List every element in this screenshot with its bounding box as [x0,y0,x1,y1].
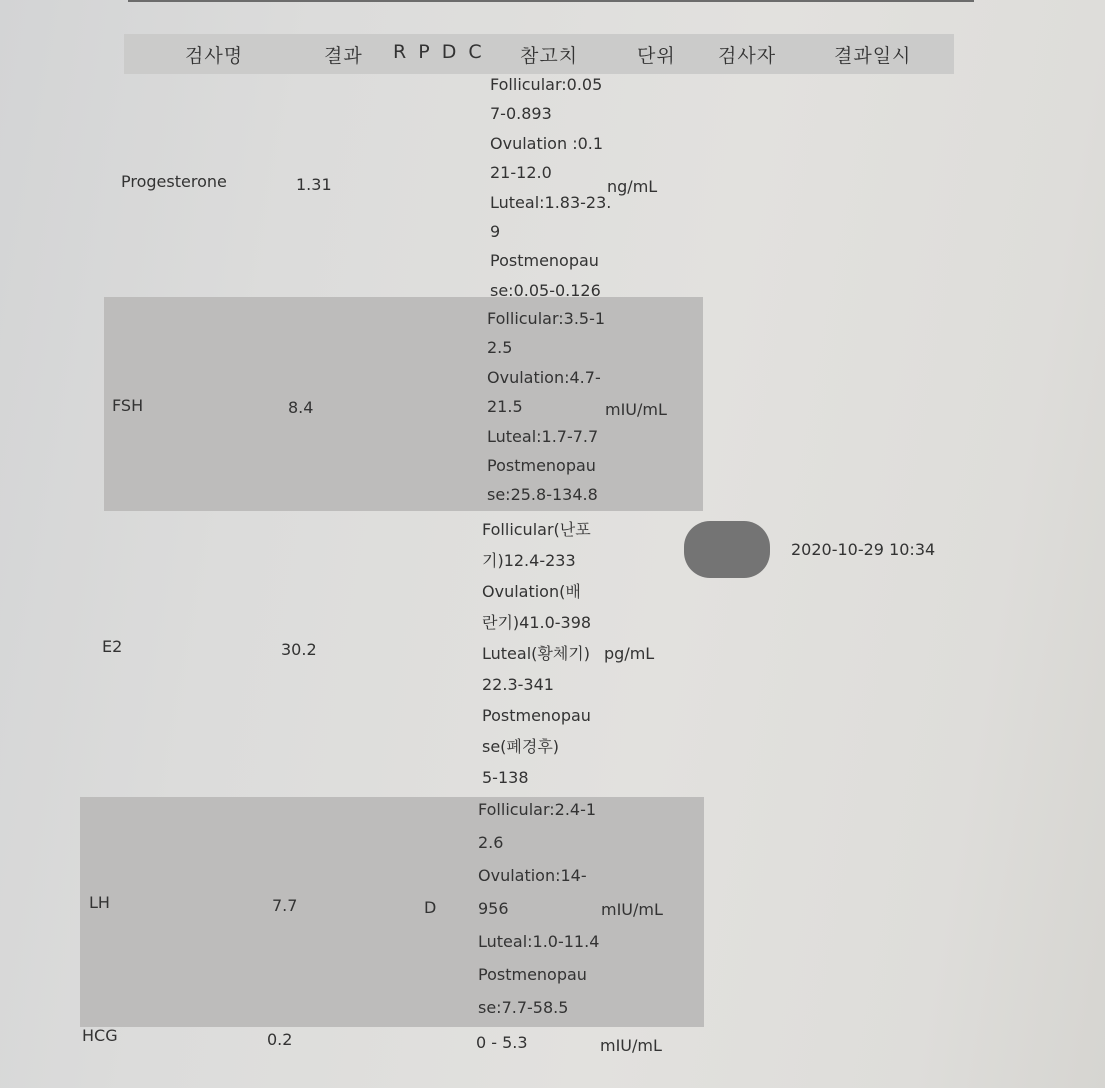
test-result: 8.4 [288,398,314,417]
header-result: 결과 [324,45,363,67]
header-reference: 참고치 [520,45,579,67]
test-result: 7.7 [272,896,298,915]
test-name: HCG [82,1026,118,1045]
header-test-name: 검사명 [185,45,244,67]
test-unit: mIU/mL [605,400,667,419]
test-name: Progesterone [121,172,227,191]
test-unit: mIU/mL [601,900,663,919]
reference-range: Follicular:3.5-1 2.5 Ovulation:4.7- 21.5 Luteal:1.7-7.7 Postmenopau se:25.8-134.8 [487,309,606,505]
test-unit: pg/mL [604,644,655,663]
test-result: 0.2 [267,1030,293,1049]
header-result-datetime: 결과일시 [834,45,912,67]
reference-range: Follicular(난포 기)12.4-233 Ovulation(배 란기)41.0-398 Luteal(황체기) 22.3-341 Postmenopau se(폐경후) 5-138 [482,520,592,787]
result-flag: D [424,898,437,917]
top-rule [128,0,974,2]
test-result: 30.2 [281,640,317,659]
redacted-tester [684,521,770,578]
reference-range: Follicular:0.05 7-0.893 Ovulation :0.1 21-12.0 Luteal:1.83-23. 9 Postmenopau se:0.05-0.126 [490,75,612,300]
test-unit: mIU/mL [600,1036,662,1055]
result-datetime: 2020-10-29 10:34 [791,540,936,559]
header-tester: 검사자 [718,45,777,67]
reference-range: 0 - 5.3 [476,1033,528,1052]
test-unit: ng/mL [607,177,658,196]
header-unit: 단위 [637,45,676,67]
reference-range: Follicular:2.4-1 2.6 Ovulation:14- 956 Luteal:1.0-11.4 Postmenopau se:7.7-58.5 [478,800,600,1017]
test-name: FSH [112,396,144,415]
test-name: LH [89,893,110,912]
header-rpdc: R P D C [393,41,485,63]
test-result: 1.31 [296,175,332,194]
test-name: E2 [102,637,123,656]
